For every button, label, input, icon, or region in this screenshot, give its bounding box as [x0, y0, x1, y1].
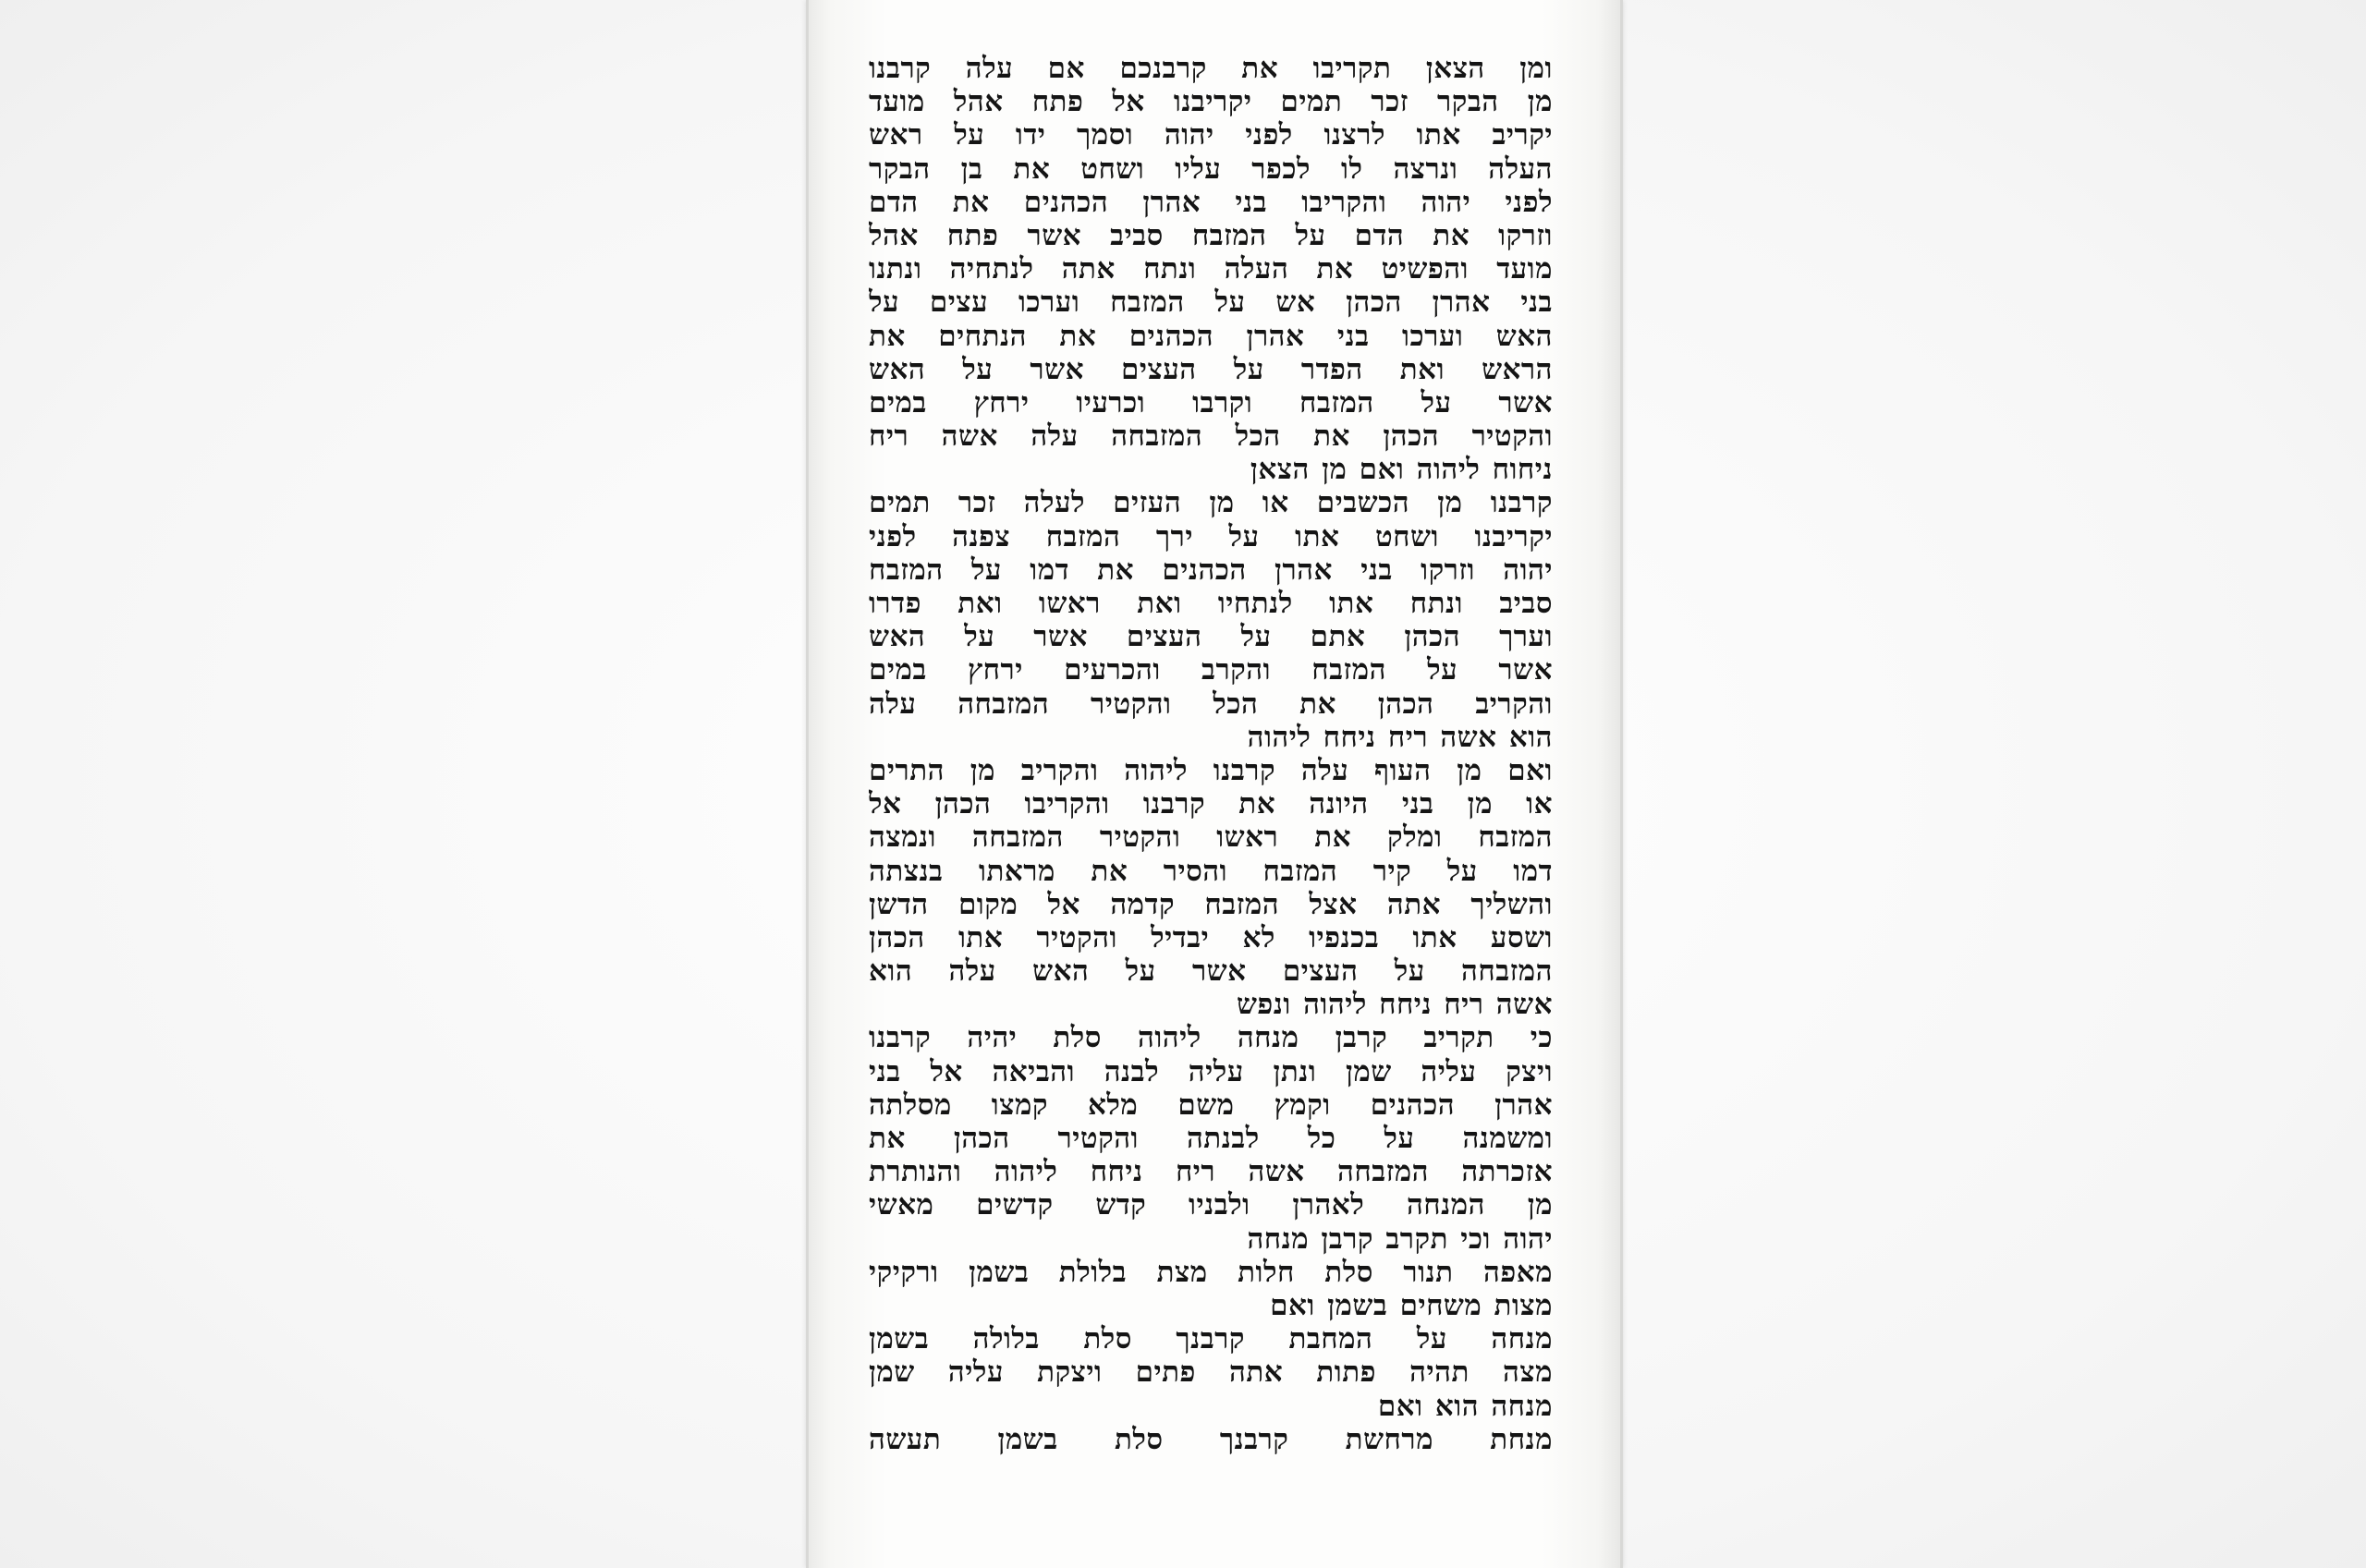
scroll-line-32: אהרן הכהנים וקמץ משם מלא קמצו מסלתה [869, 1088, 1553, 1122]
scroll-line-42: מנחת מרחשת קרבנך סלת בשמן תעשה [869, 1422, 1553, 1456]
scroll-line-23: או מן בני היונה את קרבנו והקריבו הכהן אל [869, 787, 1553, 821]
scroll-line-41: מנחה הוא ואם [1377, 1389, 1553, 1423]
scroll-line-1: ומן הצאן תקריבו את קרבנכם אם עלה קרבנו [869, 52, 1553, 85]
scroll-left-edge [806, 0, 809, 1568]
scroll-line-4: העלה ונרצה לו לכפר עליו ושחט את בן הבקר [869, 152, 1553, 186]
scroll-line-25: דמו על קיר המזבח והסיר את מראתו בנצתה [869, 854, 1553, 888]
scroll-line-18: וערך הכהן אתם על העצים אשר על האש [869, 620, 1553, 654]
scroll-line-13: ניחוח ליהוה ואם מן הצאן [1250, 453, 1553, 487]
scroll-line-2: מן הבקר זכר תמים יקריבנו אל פתח אהל מועד [869, 85, 1553, 119]
scroll-line-37: מאפה תנור סלת חלות מצת בלולת בשמן ורקיקי [869, 1255, 1553, 1289]
scroll-line-33: ומשמנה על כל לבנתה והקטיר הכהן את [869, 1122, 1553, 1155]
scroll-line-17: סביב ונתח אתו לנתחיו ואת ראשו ואת פדרו [869, 587, 1553, 620]
scroll-line-5: לפני יהוה והקריבו בני אהרן הכהנים את הדם [869, 185, 1553, 219]
scroll-line-35: מן המנחה לאהרן ולבניו קדש קדשים מאשי [869, 1188, 1553, 1222]
scroll-line-7: מועד והפשיט את העלה ונתח אתה לנתחיה ונתנו [869, 252, 1553, 286]
scroll-line-3: יקריב אתו לרצנו לפני יהוה וסמך ידו על ראש [869, 118, 1553, 152]
scroll-line-34: אזכרתה המזבחה אשה ריח ניחח ליהוה והנותרת [869, 1155, 1553, 1189]
scroll-line-6: וזרקו את הדם על המזבח סביב אשר פתח אהל [869, 218, 1553, 252]
scroll-line-36: יהוה וכי תקרב קרבן מנחה [1247, 1222, 1553, 1256]
scroll-line-31: ויצק עליה שמן ונתן עליה לבנה והביאה אל בני [869, 1054, 1553, 1088]
scroll-line-21: הוא אשה ריח ניחח ליהוה [1247, 720, 1553, 754]
scroll-line-10: הראש ואת הפדר על העצים אשר על האש [869, 352, 1553, 386]
scroll-line-28: המזבחה על העצים אשר על האש עלה הוא [869, 954, 1553, 989]
torah-scroll-sheet [806, 0, 1623, 1568]
scroll-line-15: יקריבנו ושחט אתו על ירך המזבח צפנה לפני [869, 519, 1553, 553]
scroll-line-20: והקריב הכהן את הכל והקטיר המזבחה עלה [869, 687, 1553, 721]
scroll-line-40: מצה תהיה פתות אתה פתים ויצקת עליה שמן [869, 1355, 1553, 1390]
scroll-line-39: מנחה על המחבת קרבנך סלת בלולה בשמן [869, 1322, 1553, 1356]
text-column [869, 52, 1553, 1512]
scroll-line-26: והשליך אתה אצל המזבח קדמה אל מקום הדשן [869, 887, 1553, 921]
scroll-line-19: אשר על המזבח והקרב והכרעים ירחץ במים [869, 653, 1553, 687]
scroll-line-9: האש וערכו בני אהרן הכהנים את הנתחים את [869, 319, 1553, 353]
scroll-right-edge [1620, 0, 1623, 1568]
scroll-line-22: ואם מן העוף עלה קרבנו ליהוה והקריב מן התרים [869, 753, 1553, 787]
scroll-line-8: בני אהרן הכהן אש על המזבח וערכו עצים על [869, 286, 1553, 320]
scroll-line-27: ושסע אתו בכנפיו לא יבדיל והקטיר אתו הכהן [869, 920, 1553, 954]
scroll-line-14: קרבנו מן הכשבים או מן העזים לעלה זכר תמים [869, 486, 1553, 520]
scroll-line-38: מצות משחים בשמן ואם [1270, 1288, 1553, 1322]
scroll-line-16: יהוה וזרקו בני אהרן הכהנים את דמו על המזבח [869, 553, 1553, 587]
scroll-line-29: אשה ריח ניחח ליהוה ונפש [1236, 988, 1553, 1022]
scroll-line-30: כי תקריב קרבן מנחה ליהוה סלת יהיה קרבנו [869, 1021, 1553, 1055]
scroll-line-12: והקטיר הכהן את הכל המזבחה עלה אשה ריח [869, 419, 1553, 454]
scroll-line-11: אשר על המזבח וקרבו וכרעיו ירחץ במים [869, 385, 1553, 419]
scroll-line-24: המזבח ומלק את ראשו והקטיר המזבחה ונמצה [869, 820, 1553, 855]
